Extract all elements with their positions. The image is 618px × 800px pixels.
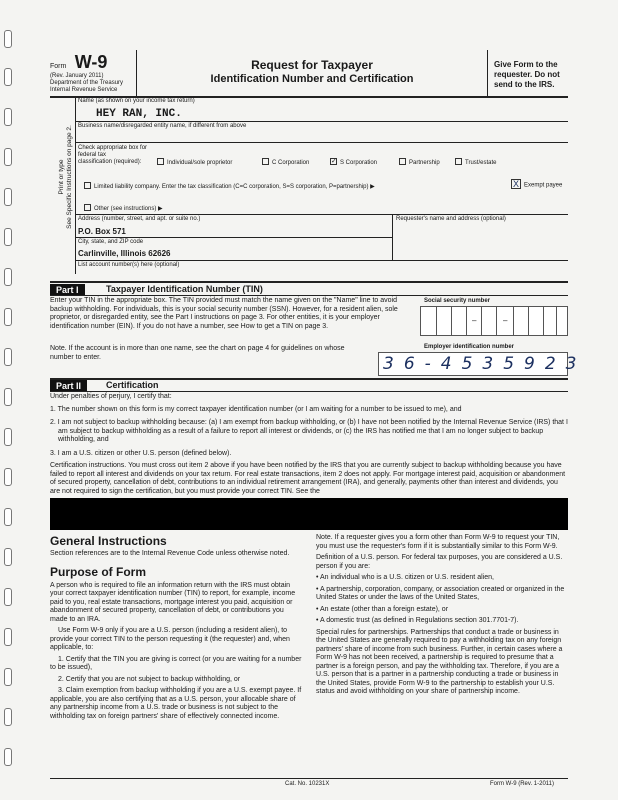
partnership-checkbox[interactable] — [399, 158, 406, 165]
scorp-label: S Corporation — [340, 160, 378, 167]
scorp-checkbox[interactable]: ✓ — [331, 158, 337, 165]
footer-cat: Cat. No. 10231X — [285, 781, 330, 787]
individual-option[interactable] — [157, 159, 232, 167]
binder-hole — [4, 348, 12, 366]
partnership-label: Partnership — [409, 160, 440, 167]
city-label: City, state, and ZIP code — [78, 239, 144, 245]
title-line-2: Identification Number and Certification — [210, 73, 414, 85]
llc-label: Limited liability company. Enter the tax classification (C=C corporation, S=S corporation, P=partnership) ▶ — [94, 184, 375, 191]
give-form-note: Give Form to the requester. Do not send to the IRS. — [494, 60, 560, 89]
side-see-instructions: See Specific Instructions on page 2. — [66, 125, 73, 229]
ssn-label: Social security number — [424, 298, 491, 304]
binder-hole — [4, 708, 12, 726]
form-revision: (Rev. January 2011) — [50, 73, 104, 79]
pf-title: Purpose of Form — [50, 564, 147, 579]
footer-form: Form W-9 (Rev. 1-2011) — [490, 781, 555, 787]
side-print-or-type: Print or type — [58, 159, 65, 195]
header-divider — [487, 50, 488, 96]
pf-para-3: 1. Certify that the TIN you are giving is correct (or you are waiting for a number to be issued), — [50, 655, 302, 671]
binder-hole — [4, 588, 12, 606]
part2-tag: Part II — [50, 380, 87, 392]
binder-hole — [4, 668, 12, 686]
form-word: Form — [50, 63, 67, 70]
part1-note: Note. If the account is in more than one name, see the chart on page 4 for guidelines on whose number to enter. — [50, 345, 345, 361]
scorp-option[interactable] — [330, 159, 377, 167]
individual-checkbox[interactable] — [157, 158, 164, 165]
cert-item-2: 2. I am not subject to backup withholding because: (a) I am exempt from backup withholding, or (b) I have not been notified by the Internal Revenue Service (IRS) that I am subject to backup withholding as a result of a failure to report all interest or dividends, or (c) the IRS has notified me that I am no longer subject to backup withholding, and — [50, 419, 568, 443]
trust-checkbox[interactable] — [455, 158, 462, 165]
binder-hole — [4, 308, 12, 326]
other-option[interactable] — [84, 205, 163, 213]
ein-field[interactable] — [378, 352, 587, 376]
binder-hole — [4, 148, 12, 166]
city-value[interactable]: Carlinville, Illinois 62626 — [78, 249, 171, 258]
row-rule — [50, 391, 568, 392]
binder-hole — [4, 748, 12, 766]
right-bullet-1: • An individual who is a U.S. citizen or U.S. resident alien, — [316, 574, 494, 581]
individual-label: Individual/sole proprietor — [167, 160, 233, 167]
ccorp-checkbox[interactable] — [262, 158, 269, 165]
binder-hole — [4, 628, 12, 646]
address-value[interactable]: P.O. Box 571 — [78, 227, 126, 236]
binder-hole — [4, 188, 12, 206]
business-name-label: Business name/disregarded entity name, if different from above — [78, 123, 247, 129]
binder-hole — [4, 428, 12, 446]
ein-value[interactable]: 36-4535923 — [383, 354, 587, 374]
trust-option[interactable] — [455, 159, 496, 167]
binder-hole — [4, 68, 12, 86]
form-id-block — [50, 52, 135, 94]
partnership-option[interactable] — [399, 159, 440, 167]
gi-text: Section references are to the Internal Revenue Code unless otherwise noted. — [50, 550, 290, 557]
row-rule — [50, 295, 568, 296]
right-note: Note. If a requester gives you a form other than Form W-9 to request your TIN, you must use the requester's form if it is substantially similar to this Form W-9. — [316, 534, 560, 550]
part1-tag: Part I — [50, 284, 85, 296]
row-rule — [75, 142, 568, 143]
classification-label — [78, 145, 148, 166]
form-irs: Internal Revenue Service — [50, 87, 118, 93]
binder-hole — [4, 30, 12, 48]
exempt-label: Exempt payee — [524, 182, 563, 189]
binder-hole — [4, 268, 12, 286]
address-label: Address (number, street, and apt. or suite no.) — [78, 216, 201, 222]
requester-label: Requester's name and address (optional) — [396, 216, 506, 222]
gi-title: General Instructions — [50, 534, 167, 548]
redaction-bar — [50, 498, 568, 530]
binder-hole — [4, 228, 12, 246]
part2-intro: Under penalties of perjury, I certify that: — [50, 393, 172, 400]
row-rule — [75, 214, 568, 215]
binder-hole — [4, 388, 12, 406]
name-label: Name (as shown on your income tax return) — [78, 98, 195, 104]
ssn-dash: – — [472, 316, 477, 325]
right-definition: Definition of a U.S. person. For federal tax purposes, you are considered a U.S. person if you are: — [316, 554, 563, 570]
form-department: Department of the Treasury — [50, 80, 124, 86]
right-bullet-3: • An estate (other than a foreign estate), or — [316, 605, 449, 613]
row-rule — [75, 237, 392, 238]
cert-instructions: Certification instructions. You must cross out item 2 above if you have been notified by the IRS that you are currently subject to backup withholding because you have failed to report all interest and dividends on your tax return. For real estate transactions, item 2 does not apply. For mortgage interest paid, acquisition or abandonment of secured property, cancellation of debt, contributions to an individual retirement arrangement (IRA), and generally, payments other than interest and dividends, you are not required to sign the certification, but you must provide your correct TIN. See the — [50, 462, 566, 495]
row-rule — [50, 281, 568, 283]
row-rule — [75, 260, 568, 261]
classification-label-1: Check appropriate box for federal tax — [78, 145, 148, 158]
binder-hole — [4, 468, 12, 486]
ssn-field[interactable] — [420, 306, 568, 336]
part1-title: Taxpayer Identification Number (TIN) — [106, 284, 263, 294]
binder-hole — [4, 508, 12, 526]
row-rule — [75, 121, 568, 122]
exempt-option[interactable] — [511, 180, 562, 190]
other-checkbox[interactable] — [84, 204, 91, 211]
part1-text: Enter your TIN in the appropriate box. The TIN provided must match the name given on the "Name" line to avoid backup withholding. For individuals, this is your social security number (SSN). However, for a resident alien, sole proprietor, or disregarded entity, see the Part I instructions on page 3. For other entities, it is your employer identification number (EIN). If you do not have a number, see How to get a TIN on page 3. — [50, 297, 398, 330]
classification-label-2: classification (required): — [78, 159, 142, 165]
pf-para-5: 3. Claim exemption from backup withholding if you are a U.S. exempt payee. If applicable, you are also certifying that as a U.S. person, your allocable share of any partnership income from a U.S. trade or business is not subject to the withholding tax on foreign partners' share of effectively connected income. — [50, 687, 302, 720]
llc-option[interactable] — [84, 183, 375, 191]
llc-checkbox[interactable] — [84, 182, 91, 189]
exempt-checkbox[interactable]: X — [512, 179, 519, 189]
ssn-dash: – — [503, 316, 508, 325]
requester-divider — [392, 214, 393, 260]
form-title — [137, 58, 487, 86]
cert-item-1: 1. The number shown on this form is my correct taxpayer identification number (or I am waiting for a number to be issued to me), and — [50, 406, 462, 413]
side-divider — [75, 96, 76, 274]
cert-item-3: 3. I am a U.S. citizen or other U.S. person (defined below). — [50, 450, 232, 457]
ccorp-label: C Corporation — [272, 160, 310, 167]
pf-para-2: Use Form W-9 only if you are a U.S. person (including a resident alien), to provide your correct TIN to the person requesting it (the requester) and, when applicable, to: — [50, 627, 290, 651]
left-column — [50, 534, 302, 721]
right-bullet-2: • A partnership, corporation, company, or association created or organized in the United States or under the laws of the United States, — [316, 585, 565, 601]
ccorp-option[interactable] — [262, 159, 309, 167]
title-line-1: Request for Taxpayer — [251, 58, 373, 72]
footer-rule — [50, 778, 568, 779]
ein-label: Employer identification number — [424, 344, 515, 350]
form-number: W-9 — [74, 52, 108, 72]
other-label: Other (see instructions) ▶ — [94, 206, 163, 213]
right-bullet-4: • A domestic trust (as defined in Regulations section 301.7701-7). — [316, 617, 519, 624]
pf-para-4: 2. Certify that you are not subject to backup withholding, or — [58, 675, 241, 683]
name-value[interactable]: HEY RAN, INC. — [96, 108, 182, 120]
trust-label: Trust/estate — [465, 160, 497, 167]
right-special-rules: Special rules for partnerships. Partnerships that conduct a trade or business in the United States are generally required to pay a withholding tax on any foreign partners' share of income from such business. Further, in certain cases where a Form W-9 has not been received, a partnership is required to presume that a partner is a foreign person, and pay the withholding tax. Therefore, if you are a U.S. person that is a partner in a partnership conducting a trade or business in the United States, provide Form W-9 to the partnership to establish your U.S. status and avoid withholding on your share of partnership income. — [316, 628, 563, 695]
right-column — [316, 534, 568, 697]
part2-title: Certification — [106, 380, 159, 390]
binder-holes — [4, 0, 18, 800]
pf-para-1: A person who is required to file an information return with the IRS must obtain your correct taxpayer identification number (TIN) to report, for example, income paid to you, real estate transactions, mortgage interest you paid, acquisition or abandonment of secured property, cancellation of debt, or contributions you made to an IRA. — [50, 581, 296, 623]
side-label — [58, 102, 74, 252]
account-label: List account number(s) here (optional) — [78, 262, 180, 268]
binder-hole — [4, 108, 12, 126]
binder-hole — [4, 548, 12, 566]
